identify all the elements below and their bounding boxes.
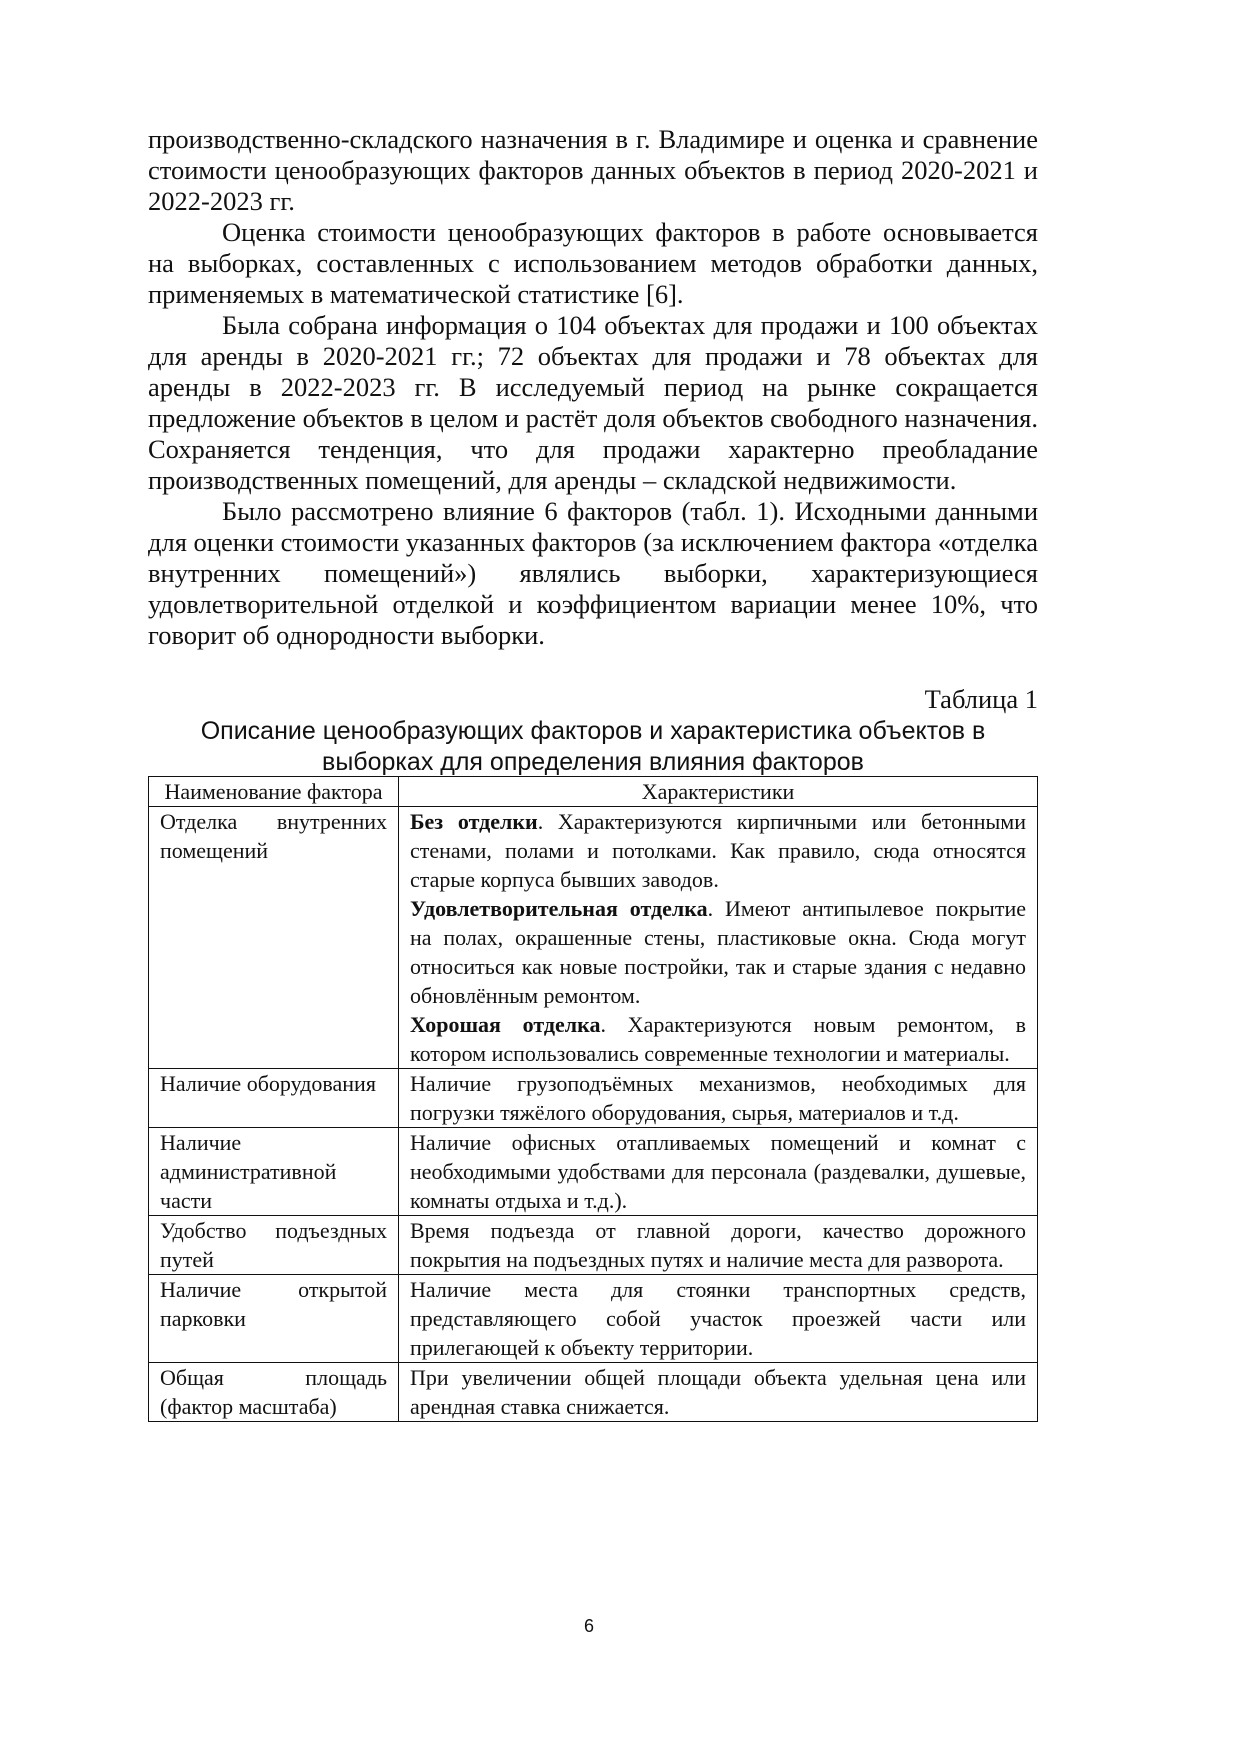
- term-description: . Характеризуются кирпичными или бетонными стенами, полами и потолками. Как правило, сюда относятся старые корпуса бывших заводов.: [410, 809, 1026, 892]
- body-text: [148, 124, 1038, 651]
- table-row: [149, 807, 1038, 1069]
- table-title: Описание ценообразующих факторов и характеристика объектов в выборках для определения влияния факторов: [200, 717, 986, 776]
- factor-name-cell: Отделка внутренних помещений: [149, 807, 399, 1069]
- table-row: [149, 1069, 1038, 1128]
- header-characteristics: Характеристики: [399, 777, 1038, 807]
- term-description: . Характеризуются новым ремонтом, в котором использовались современные технологии и материалы.: [410, 1012, 1026, 1066]
- factors-table: [148, 776, 1038, 1422]
- characteristics-cell: При увеличении общей площади объекта удельная цена или арендная ставка снижается.: [399, 1363, 1038, 1422]
- term-bold: Хорошая отделка: [410, 1012, 601, 1037]
- page-number: 6: [583, 1616, 594, 1636]
- paragraph: Была собрана информация о 104 объектах для продажи и 100 объектах для аренды в 2020-2021 гг.; 72 объектах для продажи и 78 объектах для аренды в 2022-2023 гг. В исследуемый период на рынке сокращается предложение объектов в целом и растёт доля объектов свободного назначения. Сохраняется тенденция, что для продажи характерно преобладание производственных помещений, для аренды – складской недвижимости.: [148, 310, 1038, 495]
- term-bold: Удовлетворительная отделка: [410, 896, 708, 921]
- finish-good: [410, 1010, 1026, 1068]
- table-row: [149, 1275, 1038, 1363]
- paragraph: Было рассмотрено влияние 6 факторов (табл. 1). Исходными данными для оценки стоимости указанных факторов (за исключением фактора «отделка внутренних помещений») являлись выборки, характеризующиеся удовлетворительной отделкой и коэффициентом вариации менее 10%, что говорит об однородности выборки.: [148, 496, 1038, 650]
- table-label: Таблица 1: [924, 684, 1038, 714]
- finish-none: [410, 807, 1026, 894]
- header-factor-name: Наименование фактора: [149, 777, 399, 807]
- term-description: . Имеют антипылевое покрытие на полах, окрашенные стены, пластиковые окна. Сюда могут относиться как новые постройки, так и старые здания с недавно обновлённым ремонтом.: [410, 896, 1026, 1008]
- characteristics-cell: Время подъезда от главной дороги, качество дорожного покрытия на подъездных путях и наличие места для разворота.: [399, 1216, 1038, 1275]
- paragraph: Оценка стоимости ценообразующих факторов в работе основывается на выборках, составленных с использованием методов обработки данных, применяемых в математической статистике [6].: [148, 217, 1038, 309]
- characteristics-cell: Наличие офисных отапливаемых помещений и комнат с необходимыми удобствами для персонала (раздевалки, душевые, комнаты отдыха и т.д.).: [399, 1128, 1038, 1216]
- factor-name-cell: Общая площадь (фактор масштаба): [149, 1363, 399, 1422]
- table-row: [149, 1363, 1038, 1422]
- finish-satisfactory: [410, 894, 1026, 1010]
- factor-name-cell: Наличие оборудования: [149, 1069, 399, 1128]
- factor-name-cell: Наличие открытой парковки: [149, 1275, 399, 1363]
- characteristics-cell: [399, 807, 1038, 1069]
- table-row: [149, 1216, 1038, 1275]
- term-bold: Без отделки: [410, 809, 538, 834]
- characteristics-cell: Наличие места для стоянки транспортных средств, представляющего собой участок проезжей части или прилегающей к объекту территории.: [399, 1275, 1038, 1363]
- table-row: [149, 1128, 1038, 1216]
- factor-name-cell: Удобство подъездных путей: [149, 1216, 399, 1275]
- paragraph: производственно-складского назначения в г. Владимире и оценка и сравнение стоимости ценообразующих факторов данных объектов в период 2020-2021 и 2022-2023 гг.: [148, 124, 1038, 216]
- factor-name-cell: Наличие административной части: [149, 1128, 399, 1216]
- table-header-row: [149, 777, 1038, 807]
- characteristics-cell: Наличие грузоподъёмных механизмов, необходимых для погрузки тяжёлого оборудования, сырья, материалов и т.д.: [399, 1069, 1038, 1128]
